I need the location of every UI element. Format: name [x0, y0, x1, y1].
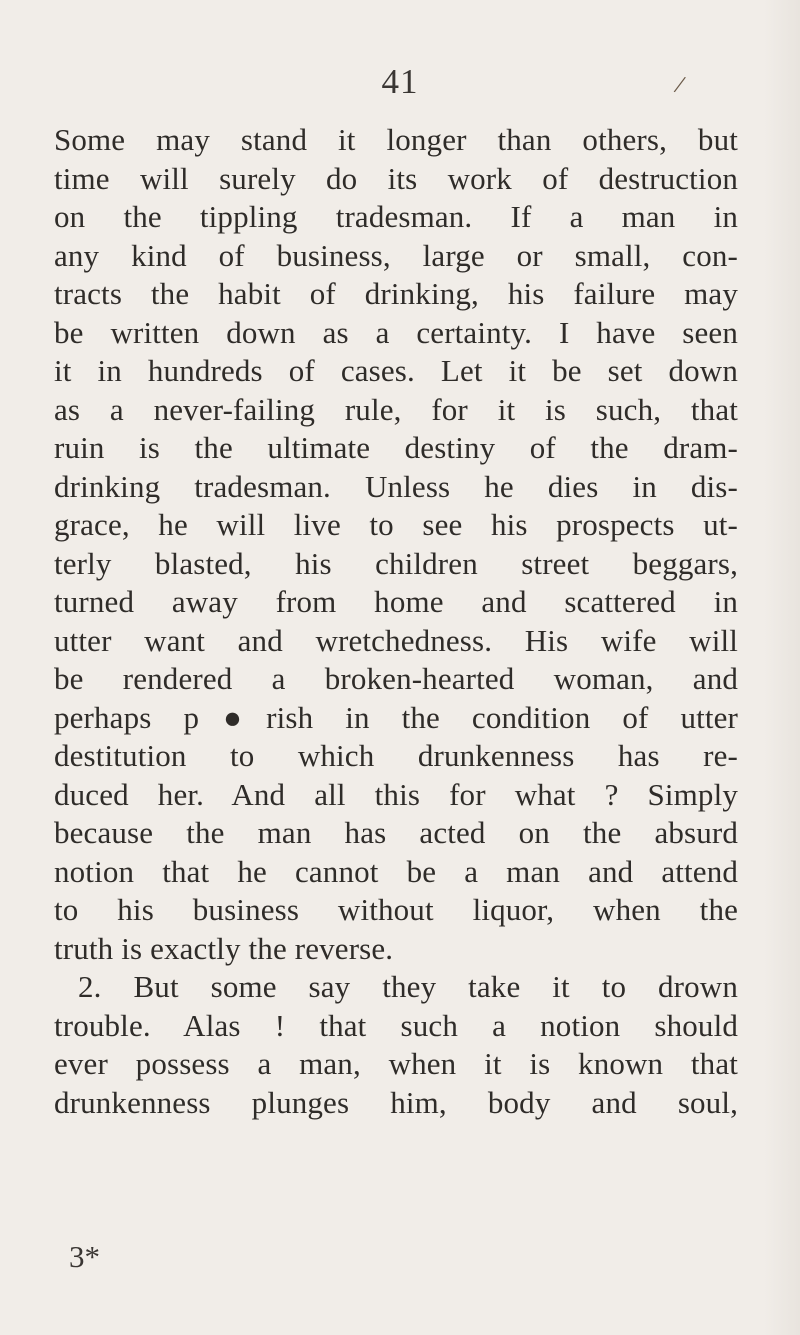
signature-mark: 3* — [69, 1239, 100, 1274]
text-line: any kind of business, large or small, con- — [54, 237, 738, 273]
paragraph-start-line: 2. But some say they take it to drown — [78, 969, 738, 1004]
text-line: on the tippling tradesman. If a man in — [54, 199, 738, 234]
text-line: duced her. And all this for what ? Simply — [54, 776, 738, 812]
corner-mark: / — [671, 69, 688, 100]
text-line: because the man has acted on the absurd — [54, 815, 738, 850]
paragraph-end-line: truth is exactly the reverse. — [54, 930, 394, 966]
text-line: be written down as a certainty. I have seen — [54, 314, 738, 350]
text-line: utter want and wretchedness. His wife will — [54, 622, 738, 658]
text-line: terly blasted, his children street beggars, — [54, 545, 738, 581]
text-line: Some may stand it longer than others, but — [54, 122, 738, 157]
text-line: time will surely do its work of destruction — [54, 160, 738, 196]
text-line: it in hundreds of cases. Let it be set down — [54, 353, 738, 388]
page-edge-shadow — [764, 0, 800, 1335]
text-line: notion that he cannot be a man and attend — [54, 853, 738, 889]
text-line: to his business without liquor, when the — [54, 892, 738, 927]
text-line: drunkenness plunges him, body and soul, — [54, 1084, 738, 1120]
page-number: 41 — [381, 62, 419, 101]
text-line: turned away from home and scattered in — [54, 584, 738, 619]
body-text — [54, 121, 738, 1122]
text-line: ever possess a man, when it is known that — [54, 1046, 738, 1081]
text-line: tracts the habit of drinking, his failure may — [54, 276, 738, 311]
text-line: trouble. Alas ! that such a notion should — [54, 1007, 738, 1043]
text-line: ruin is the ultimate destiny of the dram- — [54, 430, 738, 465]
text-line: perhaps p●rish in the condition of utter — [54, 699, 738, 735]
text-line: be rendered a broken-hearted woman, and — [54, 661, 738, 696]
text-line: drinking tradesman. Unless he dies in dis- — [54, 468, 738, 504]
text-line: grace, he will live to see his prospects ut- — [54, 507, 738, 542]
text-line: as a never-failing rule, for it is such, that — [54, 391, 738, 427]
text-line: destitution to which drunkenness has re- — [54, 738, 738, 773]
